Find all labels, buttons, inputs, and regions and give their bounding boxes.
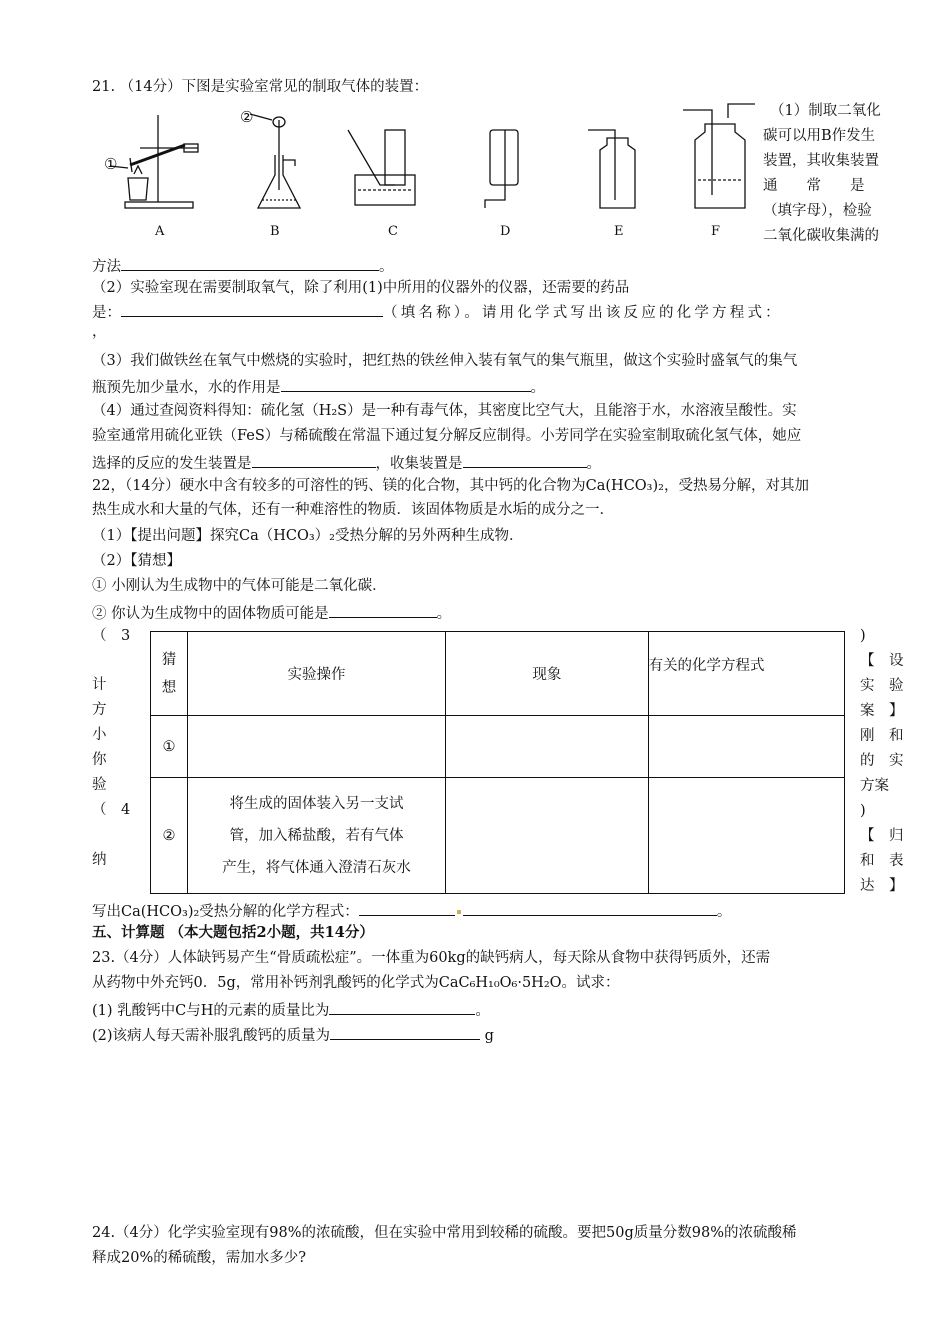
marker-1: ①	[104, 155, 118, 173]
q22-right-10: 和 表	[860, 853, 904, 869]
q21-side-2: 碳可以用B作发生	[763, 128, 876, 144]
label-f: F	[711, 224, 721, 239]
q22-line5: ① 小刚认为生成物中的气体可能是二氧化碳．	[92, 578, 387, 594]
q21-side-4: 通 常 是	[763, 178, 865, 194]
apparatus-f	[683, 104, 755, 208]
q22-equation-line: 写出Ca(HCO₃)₂受热分解的化学方程式： 。	[92, 899, 731, 922]
q21-p2-line2: 是： （填名称）。请用化学式写出该反应的化学方程式：	[92, 300, 783, 323]
answer-blank-collector[interactable]	[463, 451, 587, 468]
lab-apparatus-figure	[100, 100, 760, 245]
q22-right-5: 刚 和	[860, 728, 904, 744]
q22-left-7: （ 4	[92, 802, 131, 818]
q22-left-5: 你	[92, 752, 107, 768]
label-a: A	[155, 224, 165, 239]
apparatus-b	[250, 114, 300, 208]
q21-p2-line1: （2）实验室现在需要制取氧气，除了利用(1)中所用的仪器外的仪器，还需要的药品	[92, 280, 630, 296]
answer-blank-method[interactable]	[121, 254, 379, 271]
answer-blank-mass[interactable]	[330, 1023, 480, 1040]
label-c: C	[388, 224, 398, 239]
q22-right-4: 案 】	[860, 703, 904, 719]
q22-right-8: )	[860, 803, 866, 819]
answer-blank-water-role[interactable]	[281, 375, 531, 392]
q23-line2: 从药物中外充钙0．5g，常用补钙剂乳酸钙的化学式为CaC₆H₁₀O₆·5H₂O。试求：	[92, 975, 620, 991]
header-guess: 猜想	[151, 632, 188, 716]
q22-right-2: 【 设	[860, 653, 904, 669]
q21-p3-line2: 瓶预先加少量水，水的作用是 。	[92, 375, 545, 398]
answer-blank-generator[interactable]	[252, 451, 376, 468]
q22-right-11: 达 】	[860, 878, 904, 894]
label-b: B	[270, 224, 280, 239]
row2-operation	[187, 778, 445, 894]
row1-phenomenon-cell[interactable]	[446, 716, 648, 778]
row2-guess: ②	[151, 778, 188, 894]
answer-blank-eq-right[interactable]	[463, 899, 717, 916]
q21-p4-line2: 验室通常用硫化亚铁（FeS）与稀硫酸在常温下通过复分解反应制得。小芳同学在实验室制取硫化氢气体，她应	[92, 428, 802, 444]
q21-p4-line3: 选择的反应的发生装置是 ，收集装置是 。	[92, 451, 601, 474]
row1-equation-cell[interactable]	[648, 716, 844, 778]
q22-left-3: 方	[92, 702, 107, 718]
row2-op-line: 产生，将气体通入澄清石灰水	[222, 859, 411, 876]
q22-left-6: 验	[92, 777, 107, 793]
label-d: D	[500, 224, 511, 239]
q23-line3: (1) 乳酸钙中C与H的元素的质量比为 。	[92, 998, 490, 1021]
q21-p4-line1: （4）通过查阅资料得知：硫化氢（H₂S）是一种有毒气体，其密度比空气大，且能溶于水，水溶液呈酸性。实	[92, 403, 797, 419]
q22-left-4: 小	[92, 727, 107, 743]
section5-title: 五、计算题 （本大题包括2小题，共14分）	[92, 924, 374, 941]
q21-side-3: 装置，其收集装置	[763, 153, 879, 169]
row2-phenomenon-cell[interactable]	[446, 778, 648, 894]
q21-side-5: （填字母），检验	[763, 203, 872, 219]
row2-op-line: 将生成的固体装入另一支试	[229, 795, 404, 812]
q22-right-3: 实 验	[860, 678, 904, 694]
header-operation: 实验操作	[187, 632, 445, 716]
table-header-row	[151, 632, 845, 716]
q23-line1: 23.（4分）人体缺钙易产生“骨质疏松症”。一体重为60kg的缺钙病人，每天除从食物中获得钙质外，还需	[92, 950, 771, 966]
q22-line3: （1）【提出问题】探究Ca（HCO₃）₂受热分解的另外两种生成物．	[92, 528, 524, 544]
q21-title: 21. （14分）下图是实验室常见的制取气体的装置：	[92, 79, 429, 95]
q24-line2: 释成20%的稀硫酸，需加水多少?	[92, 1250, 307, 1266]
label-e: E	[614, 224, 624, 239]
table-row	[151, 778, 845, 894]
header-equation: 有关的化学方程式	[648, 632, 844, 716]
row1-operation-cell[interactable]	[187, 716, 445, 778]
q23-line4: (2)该病人每天需补服乳酸钙的质量为 g	[92, 1023, 494, 1046]
row1-guess: ①	[151, 716, 188, 778]
q22-left-2: 计	[92, 677, 107, 693]
q21-method-line: 方法 。	[92, 254, 394, 277]
q21-p3-line1: （3）我们做铁丝在氧气中燃烧的实验时，把红热的铁丝伸入装有氧气的集气瓶里，做这个实验时盛氧气的集气	[92, 353, 798, 369]
q22-line2: 热生成水和大量的气体，还有一种难溶性的物质．该固体物质是水垢的成分之一．	[92, 502, 614, 518]
dot-mark	[457, 910, 461, 914]
apparatus-d	[485, 130, 518, 208]
q21-side-1: （1）制取二氧化	[770, 103, 881, 119]
answer-blank-reagent[interactable]	[121, 300, 383, 317]
q24-line1: 24.（4分）化学实验室现有98%的浓硫酸，但在实验中常用到较稀的硫酸。要把50g质量分数98%的浓硫酸稀	[92, 1225, 797, 1241]
header-phenomenon: 现象	[446, 632, 648, 716]
q21-p2-line3: ，	[92, 324, 107, 340]
q22-right-9: 【 归	[860, 828, 904, 844]
q22-line1: 22，（14分）硬水中含有较多的可溶性的钙、镁的化合物，其中钙的化合物为Ca(HCO₃)₂，受热易分解，对其加	[92, 478, 809, 494]
q22-line4: （2）【猜想】	[92, 553, 181, 569]
answer-blank-solid[interactable]	[329, 601, 437, 618]
row2-op-line: 管，加入稀盐酸，若有气体	[229, 827, 404, 844]
q21-side-6: 二氧化碳收集满的	[763, 228, 879, 244]
q22-left-8: 纳	[92, 852, 107, 868]
answer-blank-mass-ratio[interactable]	[329, 998, 475, 1015]
q22-right-7: 方案	[860, 778, 889, 794]
q22-line6: ② 你认为生成物中的固体物质可能是 。	[92, 601, 451, 624]
experiment-table	[150, 631, 845, 894]
row2-equation-cell[interactable]	[648, 778, 844, 894]
apparatus-e	[588, 130, 635, 208]
apparatus-c	[348, 130, 415, 205]
apparatus-a	[110, 115, 198, 208]
q22-right-6: 的 实	[860, 753, 904, 769]
marker-2: ②	[240, 108, 254, 126]
answer-blank-eq-left[interactable]	[359, 899, 455, 916]
q22-right-1: )	[860, 628, 866, 644]
q22-left-1: （ 3	[92, 628, 131, 644]
table-row	[151, 716, 845, 778]
